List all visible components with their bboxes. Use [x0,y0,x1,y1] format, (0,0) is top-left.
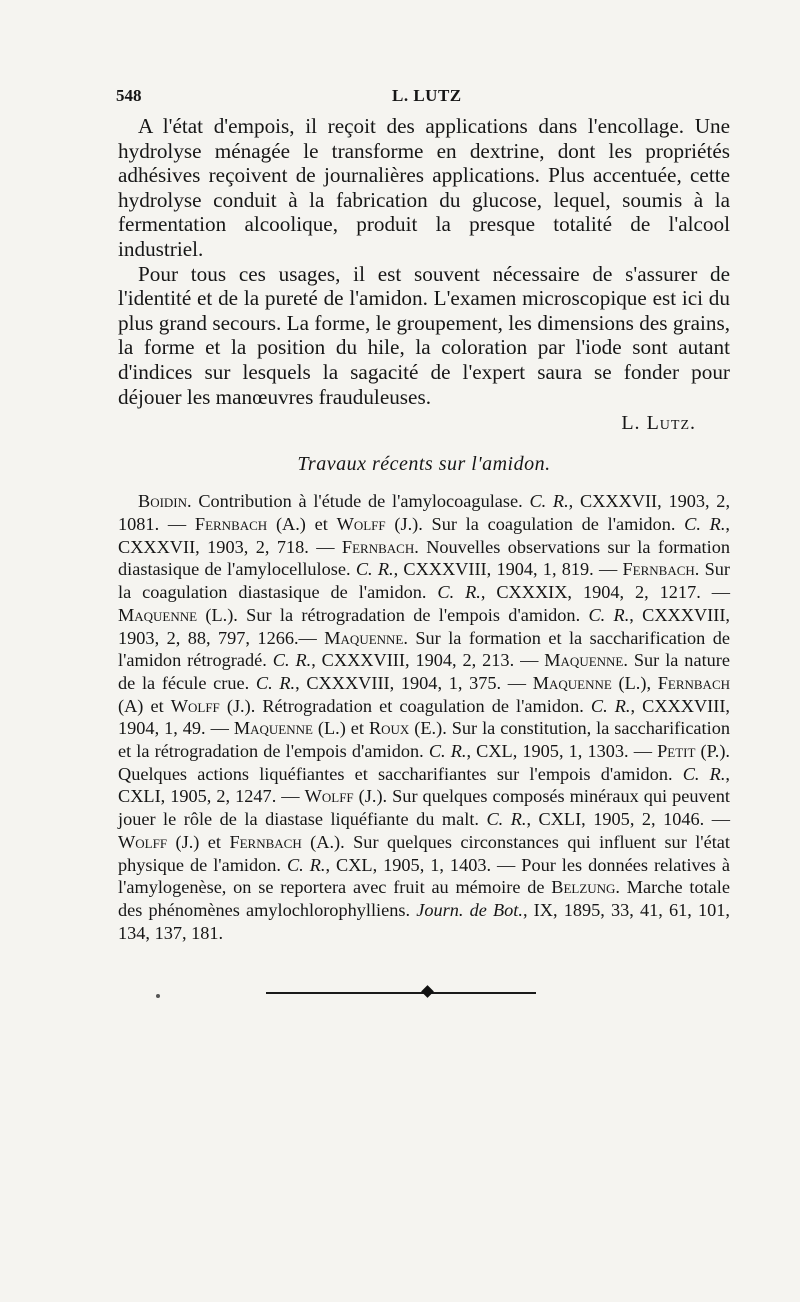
ref-journal: C. R. [428,741,467,762]
end-rule [266,992,536,994]
ref-text: (A.). Sur quelques circonstances qui influent sur l'état physique de l'amidon. [118,831,730,875]
ref-journal: C. R. [486,809,527,830]
ref-author: Wolff [118,831,168,852]
ref-text: Sur la formation et la saccharification de l'amidon rétrogradé. [118,627,731,671]
ref-text: , CXXXVIII, 1904, 1, 375. — [295,672,533,693]
ref-author: Fernbach [657,672,731,693]
ref-text: (J.). Sur quelques composés minéraux qui peuvent jouer le rôle de la diastase liquéfiante du malt. [118,786,730,830]
ref-text: , CXXXVII, 1903, 2, 1081. — [118,491,731,535]
ref-text: , CXL, 1905, 1, 1403. — Pour les données relatives à l'amylogenèse, on se reportera avec fruit au mémoire de [118,854,730,898]
ref-text: (J.) et [167,831,230,852]
ref-author: Fernbach [229,831,302,852]
ref-text: (E.). Sur la constitution, la saccharification et la rétrogradation de l'empois d'amidon. [118,718,730,762]
ref-text: (L.). Sur la rétrogradation de l'empois d'amidon. [197,604,589,625]
ref-journal: Journ. de Bot. [416,899,523,920]
ref-text: (J.). Sur la coagulation de l'amidon. [385,514,685,535]
ref-journal: C. R. [588,604,630,625]
ref-text: Contribution à l'étude de l'amylocoagulase. [191,491,530,512]
ref-journal: C. R. [529,491,569,512]
ref-journal: C. R. [684,514,726,535]
ref-author: Fernbach. [622,559,700,580]
running-head-author: L. LUTZ [392,86,462,105]
ref-author: Petit [657,741,696,762]
author-signature [118,411,730,436]
ref-text: (A.) et [267,514,337,535]
ref-text: , CXXXVIII, 1904, 1, 819. — [393,559,623,580]
ref-text: (P.). Quelques actions liquéfiantes et saccharifiantes sur l'empois d'amidon. [118,741,730,784]
ref-text: Sur la coagulation diastasique de l'amidon. [118,559,731,603]
ref-text: , CXLI, 1905, 2, 1247. — [118,763,730,807]
ref-text: (L.), [611,672,658,693]
ref-author: Belzung. [551,877,621,898]
signature-initial: L. [621,412,641,435]
ref-author: Fernbach. [341,536,419,557]
body-text [118,114,730,944]
ref-text: , CXXXVII, 1903, 2, 718. — [118,514,730,557]
ref-author: Fernbach [194,514,268,535]
running-head [112,86,732,110]
ref-text: , CXXXIX, 1904, 2, 1217. — [480,582,730,603]
ref-text: , CXLI, 1905, 2, 1046. — [526,809,730,830]
print-speck [156,994,160,998]
signature-name: Lutz. [646,412,696,435]
ref-journal: C. R. [272,650,312,671]
ref-text: Marche totale des phénomènes amylochlorophylliens. [118,877,730,920]
ref-journal: C. R. [437,582,481,603]
ref-text: (J.). Rétrogradation et coagulation de l'amidon. [219,695,591,716]
ref-text: Sur la nature de la fécule crue. [118,650,730,693]
ref-text: , CXL, 1905, 1, 1303. — [466,741,658,762]
ref-text: , CXXXVIII, 1903, 2, 88, 797, 1266.— [118,604,730,648]
ref-text: (L.) et [312,718,369,739]
ref-author: Wolff [304,786,354,807]
ref-author: Maquenne. [544,650,628,671]
ref-journal: C. R. [682,763,726,784]
section-title: Travaux récents sur l'amidon. [297,452,551,475]
references-paragraph [118,490,730,944]
diamond-ornament-icon [421,985,434,998]
page-number: 548 [116,86,142,105]
ref-text: Nouvelles observations sur la formation diastasique de l'amylocellulose. [118,536,730,580]
ref-text: , CXXXVIII, 1904, 1, 49. — [118,695,730,739]
ref-author: Wolff [336,514,386,535]
ref-journal: C. R. [286,854,326,875]
ref-journal: C. R. [355,559,394,580]
ref-journal: C. R. [590,695,631,716]
ref-author: Maquenne [532,672,612,693]
paragraph-identite: Pour tous ces usages, il est souvent nécessaire de s'assurer de l'identité et de la pureté de l'amidon. L'examen microscopique est ici du plus grand secours. La forme, le groupement, les dimensions des grains, la forme et la position du hile, la coloration par l'iode sont autant d'indices sur lesquels la sagacité de l'expert saura se fonder pour déjouer les manœuvres frauduleuses. [118,261,730,409]
ref-author: Boidin. [138,491,192,512]
ref-text: , IX, 1895, 33, 41, 61, 101, 134, 137, 181. [118,899,730,943]
ref-journal: C. R. [255,672,296,693]
ref-author: Roux [368,718,410,739]
ref-author: Maquenne [118,604,198,625]
paragraph-encollage: A l'état d'empois, il reçoit des applications dans l'encollage. Une hydrolyse ménagée le transforme en dextrine, dont les propriétés adhésives reçoivent de journalières applications. Plus accentuée, cette hydrolyse conduit à la fabrication du glucose, lequel, soumis à la fermentation alcoolique, produit la presque totalité de l'alcool industriel. [118,114,730,261]
ref-text: (A) et [118,695,171,716]
ref-author: Maquenne [233,718,313,739]
ref-author: Wolff [170,695,220,716]
ref-author: Maquenne. [324,627,408,648]
ref-text: , CXXXVIII, 1904, 2, 213. — [311,650,545,671]
